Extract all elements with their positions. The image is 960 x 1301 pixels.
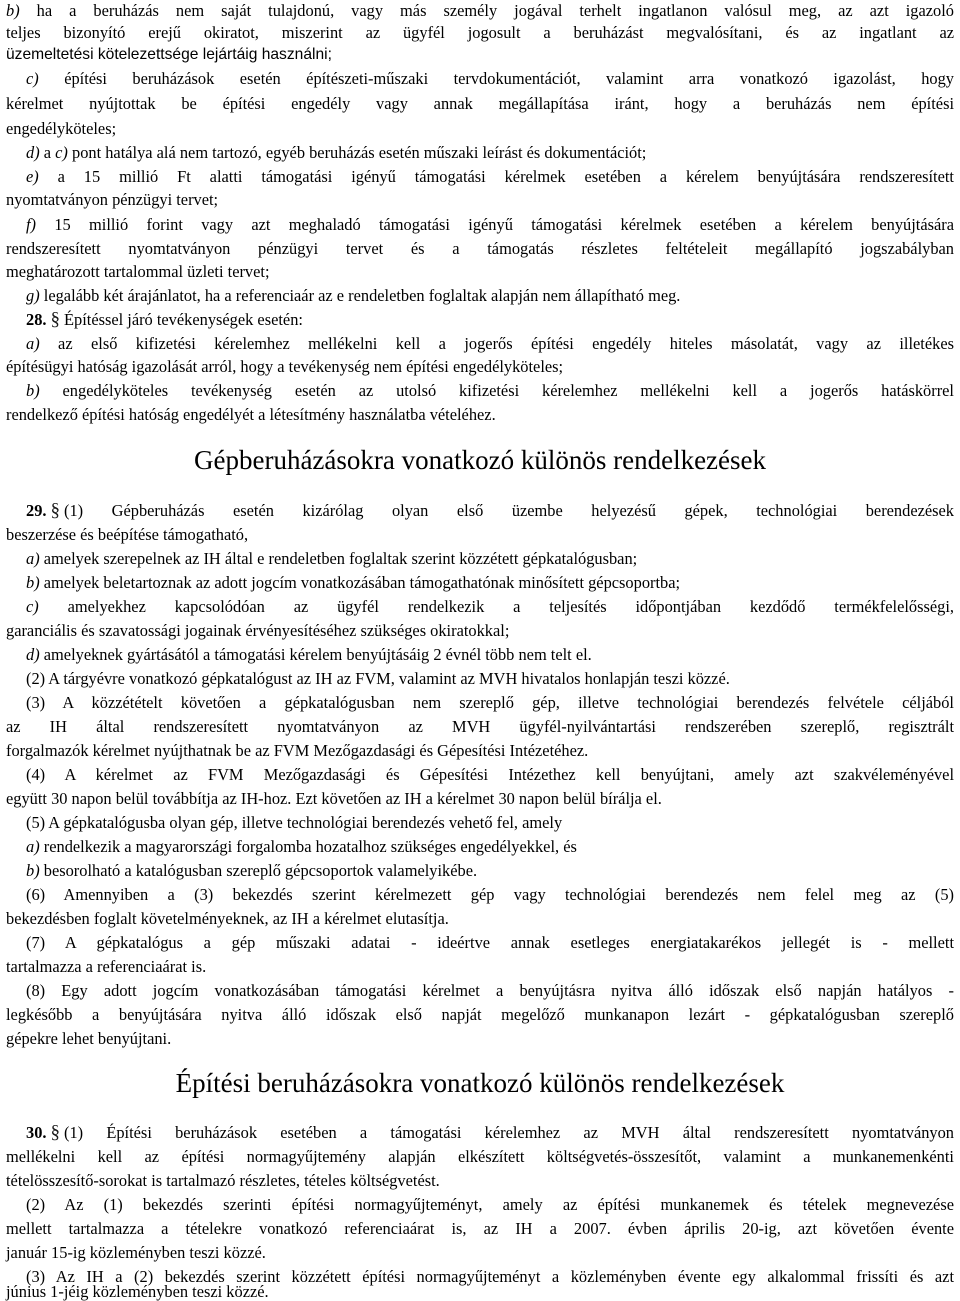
item-label: c) xyxy=(26,69,39,88)
section-29-p4-line-2: együtt 30 napon belül továbbítja az IH-hoz. Ezt követően az IH a kérelmet 30 napon belül bírálja el. xyxy=(6,789,662,808)
section-29-p5-a: a) rendelkezik a magyarországi forgalomba hozatalhoz szükséges engedélyekkel, és xyxy=(26,837,577,856)
section-29-c-line-2: garanciális és szavatossági jogainak érvényesítéséhez szükséges okiratokkal; xyxy=(6,621,510,640)
paragraph-g: g) legalább két árajánlatot, ha a referenciaár az e rendeletben foglaltak alapján nem állapítható meg. xyxy=(26,286,681,305)
item-label: a) xyxy=(26,837,40,856)
item-label: b) xyxy=(26,381,40,400)
section-29-p7-line-1: (7) A gépkatalógus a gép műszaki adatai - ideértve annak esetleges energiatakarékos jellegét is - mellett xyxy=(26,933,954,952)
paragraph-c-line-3: engedélyköteles; xyxy=(6,119,117,138)
paragraph-e-line-1: e) a 15 millió Ft alatti támogatási igényű támogatási kérelmek esetében a kérelem benyújtására rendszeresített xyxy=(26,167,954,186)
section-number: 30. xyxy=(26,1123,47,1142)
item-label: b) xyxy=(26,573,40,592)
section-28-intro: 28. § Építéssel járó tevékenységek esetén: xyxy=(26,309,303,330)
section-29-p7-line-2: tartalmazza a referenciaárat is. xyxy=(6,957,207,976)
section-29-d: d) amelyeknek gyártásától a támogatási kérelem benyújtásáig 2 évnél több nem telt el. xyxy=(26,645,592,664)
section-number: 29. xyxy=(26,501,47,520)
item-label: d) xyxy=(26,143,40,162)
cross-reference: c) xyxy=(55,143,68,162)
section-sign: § xyxy=(50,1122,60,1143)
section-29-p3-line-1: (3) A közzétételt követően a gépkatalógusban nem szereplő gép, illetve technológiai berendezés felvétele céljából xyxy=(26,693,954,712)
heading-gepberuhazas: Gépberuházásokra vonatkozó különös rendelkezések xyxy=(193,445,767,475)
paragraph-f-line-1: f) 15 millió forint vagy azt meghaladó támogatási igényű támogatási kérelmek esetében a kérelem benyújtására xyxy=(26,215,954,234)
section-28-a-line-2: építésügyi hatóság igazolását arról, hogy a tevékenység nem építési engedélyköteles; xyxy=(6,357,564,376)
section-29-p5-b: b) besorolható a katalógusban szereplő gépcsoportok valamelyikébe. xyxy=(26,861,478,880)
section-29-p1-line-2: beszerzése és beépítése támogatható, xyxy=(6,525,249,544)
section-30-p2-line-3: január 15-ig közleményben teszi közzé. xyxy=(6,1243,266,1262)
paragraph-f-line-2: rendszeresített nyomtatványon pénzügyi tervet és a támogatás részletes feltételeit megállapító jogszabályban xyxy=(6,239,954,258)
item-label: a) xyxy=(26,334,40,353)
paragraph-d: d) a c) pont hatálya alá nem tartozó, egyéb beruházás esetén műszaki leírást és dokumentációt; xyxy=(26,143,647,162)
section-28-a-line-1: a) az első kifizetési kérelemhez mellékelni kell a jogerős építési engedély hiteles másolatát, vagy az illetékes xyxy=(26,334,954,353)
paragraph-b-line-2: teljes bizonyító erejű okiratot, miszerint az ügyfél jogosult a beruházást megvalósítani, és az ingatlant az xyxy=(6,23,954,42)
section-28-b-line-1: b) engedélyköteles tevékenység esetén az utolsó kifizetési kérelemhez mellékelni kell a jogerős hatáskörrel xyxy=(26,381,954,400)
paragraph-b-line-3: üzemeltetési kötelezettsége lejártáig használni; xyxy=(6,46,332,63)
section-29-p8-line-1: (8) Egy adott jogcím vonatkozásában támogatási kérelmet a benyújtásra nyitva álló időszak első napján hatályos - xyxy=(26,981,954,1000)
section-sign: § xyxy=(50,500,60,521)
section-30-p1-line-2: mellékelni kell az építési normagyűjtemény alapján elkészített költségvetés-összesítőt, valamint a munkanemenkénti xyxy=(6,1147,954,1166)
item-label: c) xyxy=(26,597,39,616)
section-29-a: a) amelyek szerepelnek az IH által e rendeletben foglaltak szerint közzétett gépkatalógusban; xyxy=(26,549,638,568)
section-29-p6-line-2: bekezdésben foglalt követelményeknek, az IH a kérelmet elutasítja. xyxy=(6,909,449,928)
heading-epitesi-beruhazas: Építési beruházásokra vonatkozó különös rendelkezések xyxy=(175,1068,785,1098)
section-29-c-line-1: c) amelyekhez kapcsolódóan az ügyfél rendelkezik a teljesítés időpontjában kezdődő termékfelelősségi, xyxy=(26,597,954,616)
section-29-p8-line-2: legkésőbb a benyújtására nyitva álló időszak első napját megelőző munkanapon lezárt - gépkatalógusban szereplő xyxy=(6,1005,954,1024)
section-28-b-line-2: rendelkező építési hatóság engedélyét a létesítmény használatba vételéhez. xyxy=(6,405,496,424)
paragraph-f-line-3: meghatározott tartalommal üzleti tervet; xyxy=(6,262,270,281)
item-label: b) xyxy=(6,1,20,20)
section-29-p2: (2) A tárgyévre vonatkozó gépkatalógust az IH az FVM, valamint az MVH hivatalos honlapján teszi közzé. xyxy=(26,669,730,688)
section-29-p1-line-1: 29. § (1) Gépberuházás esetén kizárólag olyan első üzembe helyezésű gépek, technológiai berendezések xyxy=(26,500,954,521)
item-label: d) xyxy=(26,645,40,664)
section-30-p3-line-1: (3) Az IH a (2) bekezdés szerint közzétett építési normagyűjteményt a közleményben évente egy alkalommal frissíti és azt xyxy=(26,1267,954,1286)
section-30-p2-line-1: (2) Az (1) bekezdés szerinti építési normagyűjteményt, amely az építési munkanemek és tételek megnevezése xyxy=(26,1195,954,1214)
paragraph-e-line-2: nyomtatványon pénzügyi tervet; xyxy=(6,190,219,209)
paragraph-b-line-1: b) ha a beruházás nem saját tulajdonú, vagy más személy jogával terhelt ingatlanon valósul meg, az azt igazoló xyxy=(6,1,954,20)
item-label: b) xyxy=(26,861,40,880)
paragraph-c-line-1: c) építési beruházások esetén építészeti-műszaki tervdokumentációt, valamint arra vonatkozó igazolást, hogy xyxy=(26,69,954,88)
section-30-p1-line-1: 30. § (1) Építési beruházások esetében a támogatási kérelemhez az MVH által rendszeresített nyomtatványon xyxy=(26,1122,954,1143)
section-29-p3-line-3: forgalmazók kérelmet nyújthatnak be az FVM Mezőgazdasági és Gépesítési Intézetéhez. xyxy=(6,741,589,760)
item-label: a) xyxy=(26,549,40,568)
item-label: g) xyxy=(26,286,40,305)
section-29-p3-line-2: az IH által rendszeresített nyomtatványon az MVH ügyfél-nyilvántartási rendszerében szereplő, regisztrált xyxy=(6,717,954,736)
section-29-b: b) amelyek beletartoznak az adott jogcím vonatkozásában támogathatónak minősített gépcsoportba; xyxy=(26,573,681,592)
section-29-p8-line-3: gépekre lehet benyújtani. xyxy=(6,1029,172,1048)
item-label: f) xyxy=(26,215,37,234)
section-30-p1-line-3: tételösszesítő-sorokat is tartalmazó részletes, tételes költségvetést. xyxy=(6,1171,440,1190)
paragraph-c-line-2: kérelmet nyújtottak be építési engedély vagy annak megállapítása iránt, hogy a beruházás nem építési xyxy=(6,94,954,113)
section-30-p3-line-2: június 1-jéig közleményben teszi közzé. xyxy=(6,1282,269,1301)
item-label: e) xyxy=(26,167,39,186)
section-30-p2-line-2: mellett tartalmazza a tételekre vonatkozó referenciaárat is, az IH a 2007. évben április 20-ig, azt követően évente xyxy=(6,1219,954,1238)
section-number: 28. xyxy=(26,310,47,329)
section-29-p5: (5) A gépkatalógusba olyan gép, illetve technológiai berendezés vehető fel, amely xyxy=(26,813,563,832)
section-29-p6-line-1: (6) Amennyiben a (3) bekezdés szerint kérelmezett gép vagy technológiai berendezés nem felel meg az (5) xyxy=(26,885,954,904)
section-sign: § xyxy=(50,309,60,330)
section-29-p4-line-1: (4) A kérelmet az FVM Mezőgazdasági és Gépesítési Intézethez kell benyújtani, amely azt szakvéleményével xyxy=(26,765,954,784)
